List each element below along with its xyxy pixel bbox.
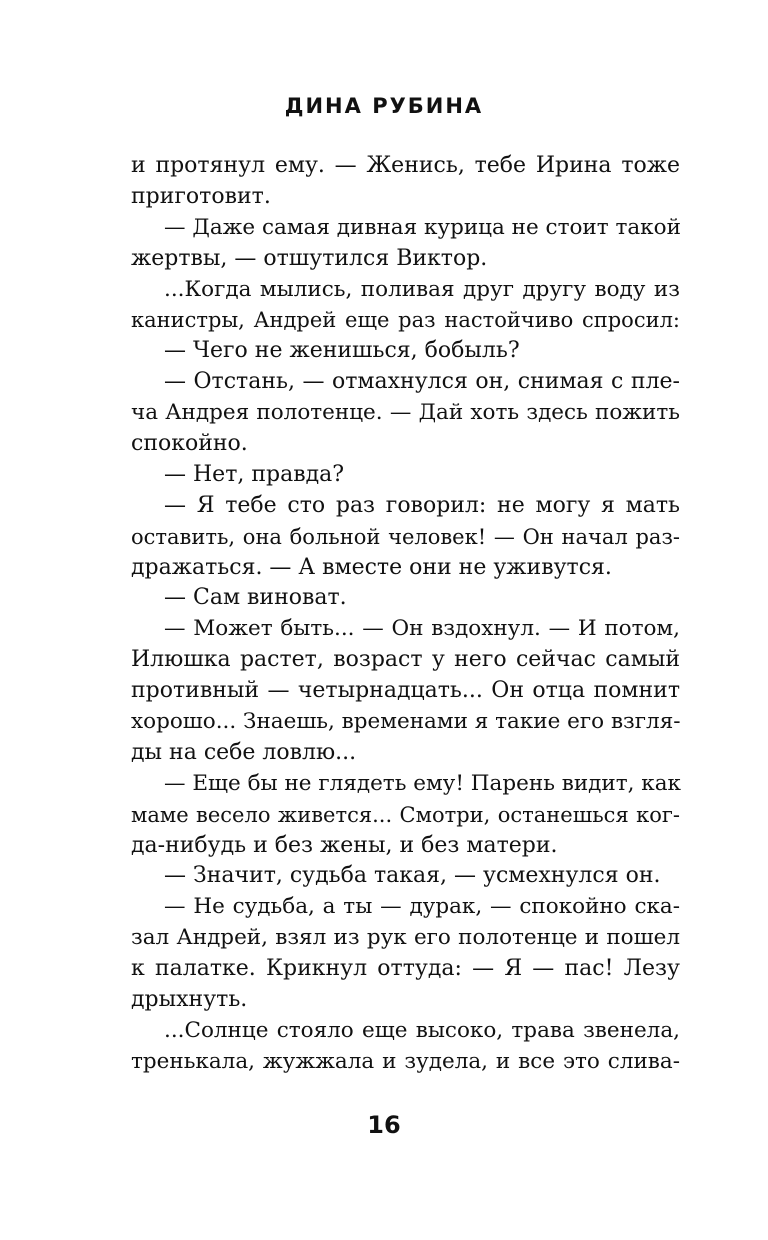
running-head-author: ДИНА РУБИНА	[284, 94, 484, 118]
text-line: к палатке. Крикнул оттуда: — Я — пас! Лезу	[131, 956, 680, 982]
text-line: и протянул ему. — Женись, тебе Ирина тоже	[131, 153, 680, 178]
text-line: жертвы, — отшутился Виктор.	[131, 245, 488, 271]
text-line: — Сам виноват.	[164, 585, 347, 611]
text-line: канистры, Андрей еще раз настойчиво спросил:	[131, 308, 680, 333]
text-line: — Не судьба, а ты — дурак, — спокойно ска-	[164, 894, 680, 920]
text-line: да-нибудь и без жены, и без матери.	[131, 832, 558, 858]
text-line: ...Когда мылись, поливая друг другу воду из	[164, 276, 680, 302]
text-line: ...Солнце стояло еще высоко, трава звенела,	[164, 1017, 680, 1043]
text-line: — Отстань, — отмахнулся он, снимая с пле-	[164, 369, 680, 395]
text-line: — Еще бы не глядеть ему! Парень видит, как	[164, 770, 681, 796]
text-line: — Даже самая дивная курица не стоит такой	[164, 214, 681, 240]
text-line: маме весело живется... Смотри, останешься ког-	[131, 802, 680, 827]
text-line: — Может быть... — Он вздохнул. — И потом,	[164, 616, 680, 642]
page-number: 16	[367, 1111, 401, 1139]
text-line: Илюшка растет, возраст у него сейчас самый	[131, 647, 680, 673]
text-line: тренькала, жужжала и зудела, и все это слива-	[131, 1048, 680, 1074]
text-line: хорошо... Знаешь, временами я такие его взгля-	[131, 709, 681, 735]
text-line: — Я тебе сто раз говорил: не могу я мать	[164, 492, 680, 518]
text-line: приготовит.	[131, 183, 271, 209]
text-line: — Значит, судьба такая, — усмехнулся он.	[164, 863, 661, 889]
text-line: оставить, она больной человек! — Он начал раз-	[131, 524, 680, 549]
text-line: зал Андрей, взял из рук его полотенце и пошел	[131, 925, 680, 951]
text-line: ды на себе ловлю...	[131, 739, 357, 765]
text-line: дрыхнуть.	[131, 987, 248, 1013]
text-line: — Чего не женишься, бобыль?	[164, 338, 520, 364]
text-line: ча Андрея полотенце. — Дай хоть здесь пожить	[131, 400, 680, 426]
body-text	[131, 151, 680, 1078]
text-line: дражаться. — А вместе они не уживутся.	[131, 554, 612, 580]
text-line: — Нет, правда?	[164, 461, 345, 487]
text-line: противный — четырнадцать... Он отца помнит	[131, 678, 680, 704]
text-line: спокойно.	[131, 431, 248, 457]
